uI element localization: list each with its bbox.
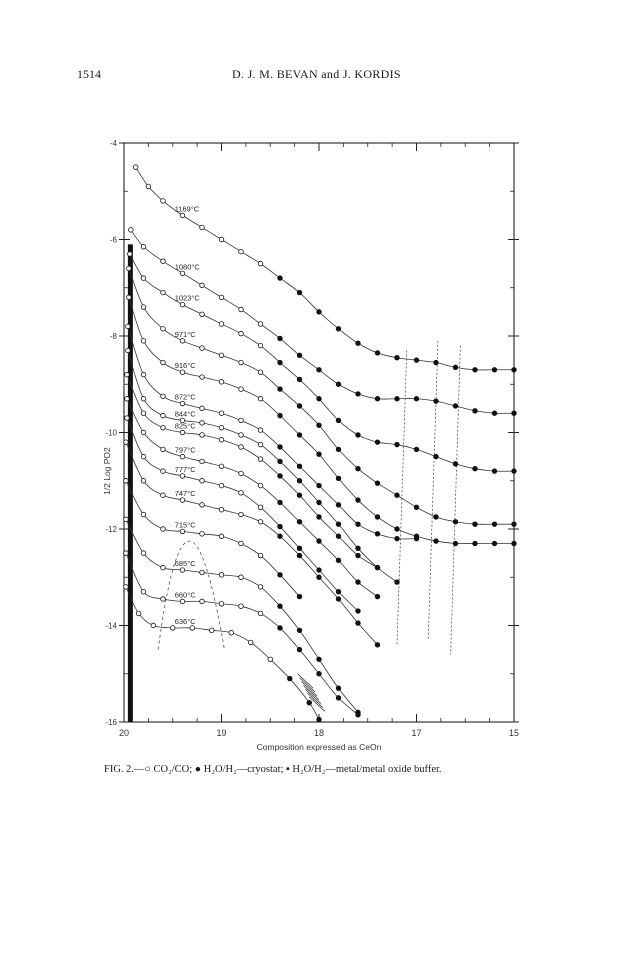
co2-co-point [133,165,138,170]
isotherm-label: 715°C [174,520,196,530]
co2-co-point [239,512,244,517]
co2-co-point [200,346,205,351]
cryostat-point [453,541,458,546]
co2-co-point [248,640,253,645]
co2-co-point [200,478,205,483]
isotherm-curve [128,326,417,539]
cryostat-point [297,493,302,498]
cryostat-point [317,396,322,401]
cryostat-point [297,377,302,382]
co2-co-point [180,430,185,435]
co2-co-point [126,348,131,353]
cryostat-point [395,442,400,447]
chart-guides [158,341,460,712]
co2-co-point [180,370,185,375]
co2-co-point [258,428,263,433]
isotherm-label: 777°C [174,464,196,474]
co2-co-point [180,474,185,479]
cryostat-point [434,360,439,365]
co2-co-point [124,551,129,556]
co2-co-point [200,421,205,426]
co2-co-point [239,307,244,312]
co2-co-point [141,305,146,310]
cryostat-point [434,399,439,404]
co2-co-point [219,507,224,512]
co2-co-point [258,505,263,510]
cryostat-point [336,476,341,481]
x-tick-label: 17 [411,728,422,738]
figure-caption [104,764,442,775]
isotherm-label: 916°C [174,361,196,371]
cryostat-point [297,647,302,652]
cryostat-point [317,575,322,580]
cryostat-point [278,474,283,479]
co2-co-point [229,630,234,635]
co2-co-point [141,478,146,483]
co2-co-point [141,372,146,377]
cryostat-point [434,539,439,544]
co2-co-point [200,570,205,575]
co2-co-point [219,534,224,539]
y-tick-label: -12 [105,525,117,534]
co2-co-point [125,396,130,401]
co2-co-point [124,517,129,522]
cryostat-point [375,532,380,537]
co2-co-point [180,302,185,307]
co2-co-point [161,259,166,264]
cryostat-point [473,367,478,372]
co2-co-point [239,360,244,365]
isotherm-curve [126,587,319,720]
co2-co-point [141,589,146,594]
cryostat-point [512,367,517,372]
cryostat-point [317,539,322,544]
cryostat-point [356,580,361,585]
co2-co-point [258,553,263,558]
co2-co-point [200,433,205,438]
cryostat-point [473,466,478,471]
cryostat-point [356,553,361,558]
co2-co-point [239,418,244,423]
cryostat-point [336,534,341,539]
cryostat-point [307,700,312,705]
cryostat-point [512,522,517,527]
co2-co-point [180,568,185,573]
isotherm-label: 825°C [174,421,196,431]
co2-co-point [161,199,166,204]
cryostat-point [492,522,497,527]
co2-co-point [161,447,166,452]
co2-co-point [219,483,224,488]
co2-co-point [180,271,185,276]
y-tick-label: -6 [109,235,117,245]
co2-co-point [161,469,166,474]
cryostat-point [278,445,283,450]
cryostat-point [336,522,341,527]
cryostat-point [356,392,361,397]
y-tick-label: -16 [105,718,117,727]
cryostat-point [375,594,380,599]
cryostat-point [414,447,419,452]
cryostat-point [297,353,302,358]
cryostat-point [278,626,283,631]
cryostat-point [336,558,341,563]
co2-co-point [219,295,224,300]
co2-co-point [200,459,205,464]
cryostat-point [356,341,361,346]
co2-co-point [141,339,146,344]
co2-co-point [258,483,263,488]
co2-co-point [128,252,133,257]
cryostat-point [278,360,283,365]
hatch-line [309,697,325,711]
co2-co-point [239,541,244,546]
co2-co-point [161,394,166,399]
co2-co-point [180,401,185,406]
cryostat-point [336,382,341,387]
cryostat-point [297,628,302,633]
co2-co-point [190,626,195,631]
cryostat-point [297,464,302,469]
co2-co-point [258,457,263,462]
isotherm-curve [126,519,358,712]
cryostat-point [297,290,302,295]
cryostat-point [336,597,341,602]
x-axis-label: Composition expressed as CeOn [256,742,382,752]
cryostat-point [356,621,361,626]
cryostat-point [278,336,283,341]
cryostat-point [375,565,380,570]
co2-co-point [200,312,205,317]
cryostat-point [356,609,361,614]
cryostat-point [492,469,497,474]
chart-labels [175,204,201,626]
running-head: D. J. M. BEVAN and J. KORDIS [232,67,401,81]
co2-co-point [141,276,146,281]
co2-co-point [161,360,166,365]
y-tick-label: -10 [105,428,117,438]
isotherm-label: 797°C [174,445,196,455]
co2-co-point [258,370,263,375]
chart-curves [126,167,514,719]
isotherm-curve [126,481,300,600]
co2-co-point [180,454,185,459]
co2-co-point [127,295,132,300]
cryostat-point [473,408,478,413]
co2-co-point [129,228,134,233]
cryostat-point [336,418,341,423]
co2-co-point [161,425,166,430]
co2-co-point [170,626,175,631]
cryostat-point [297,594,302,599]
co2-co-point [219,322,224,327]
cryostat-point [356,712,361,717]
x-tick-label: 15 [508,728,520,738]
co2-co-point [258,442,263,447]
co2-co-point [126,324,131,329]
co2-co-point [209,628,214,633]
co2-co-point [239,604,244,609]
cryostat-point [336,589,341,594]
co2-co-point [200,532,205,537]
cryostat-point [278,604,283,609]
cryostat-point [317,500,322,505]
co2-co-point [180,529,185,534]
cryostat-point [375,396,380,401]
cryostat-point [317,423,322,428]
cryostat-point [287,676,292,681]
co2-co-point [239,433,244,438]
co2-co-point [125,416,130,421]
cryostat-point [395,536,400,541]
co2-co-point [219,437,224,442]
co2-co-point [124,585,129,590]
co2-co-point [161,326,166,331]
co2-co-point [219,425,224,430]
cryostat-point [395,396,400,401]
x-tick-label: 20 [118,728,130,738]
x-tick-label: 18 [313,728,325,738]
co2-co-point [125,372,130,377]
co2-co-point [258,519,263,524]
cryostat-point [492,541,497,546]
co2-co-point [141,430,146,435]
co2-co-point [219,601,224,606]
cryostat-point [317,671,322,676]
co2-co-point [219,573,224,578]
co2-co-point [161,527,166,532]
co2-co-point [258,261,263,266]
co2-co-point [141,396,146,401]
y-tick-label: -4 [109,139,117,148]
cryostat-point [356,498,361,503]
cryostat-point [414,536,419,541]
co2-co-point [200,599,205,604]
co2-co-point [200,283,205,288]
cryostat-point [317,657,322,662]
cryostat-point [375,351,380,356]
cryostat-point [473,541,478,546]
cryostat-point [395,355,400,360]
cryostat-point [278,573,283,578]
cryostat-point [512,469,517,474]
cryostat-point [414,396,419,401]
cryostat-point [473,522,478,527]
cryostat-point [317,568,322,573]
cryostat-point [317,515,322,520]
co2-co-point [161,597,166,602]
cryostat-point [297,404,302,409]
co2-co-point [219,353,224,358]
isotherm-label: 636°C [174,616,196,626]
co2-co-point [146,184,151,189]
cryostat-point [336,447,341,452]
co2-co-point [141,244,146,249]
co2-co-point [200,375,205,380]
cryostat-point [356,522,361,527]
cryostat-point [297,546,302,551]
isotherm-label: 660°C [174,590,196,600]
co2-co-point [141,512,146,517]
cryostat-point [297,553,302,558]
co2-co-point [258,396,263,401]
cryostat-point [297,519,302,524]
stoichiometric-band [128,244,133,722]
cryostat-point [395,527,400,532]
isotherm-label: 1080°C [174,262,200,272]
cryostat-point [317,483,322,488]
cryostat-point [375,515,380,520]
y-tick-label: -14 [105,621,117,631]
co2-co-point [180,599,185,604]
co2-co-point [180,498,185,503]
co2-co-point [200,406,205,411]
co2-co-point [180,213,185,218]
phase-boundary-line [428,341,438,640]
cryostat-point [512,411,517,416]
cryostat-point [278,387,283,392]
cryostat-point [336,503,341,508]
co2-co-point [180,339,185,344]
caption-label: FIG. 2. [104,764,135,775]
hatch-line [300,678,316,692]
co2-co-point [258,611,263,616]
co2-co-point [124,478,129,483]
co2-co-point [151,623,156,628]
co2-co-point [258,585,263,590]
co2-co-point [239,387,244,392]
cryostat-point [512,541,517,546]
co2-co-point [239,575,244,580]
co2-co-point [219,411,224,416]
co2-co-point [258,322,263,327]
x-tick-label: 19 [216,728,227,738]
co2-co-point [239,249,244,254]
co2-co-point [141,454,146,459]
y-tick-label: -8 [109,332,117,341]
co2-co-point [239,445,244,450]
cryostat-point [492,411,497,416]
co2-co-point [161,413,166,418]
cryostat-point [375,440,380,445]
cryostat-point [278,500,283,505]
cryostat-point [395,493,400,498]
isotherm-label: 1023°C [174,293,200,303]
phase-boundary-line [397,350,407,644]
cryostat-point [395,580,400,585]
cryostat-point [278,459,283,464]
co2-co-point [127,266,132,271]
cryostat-point [375,643,380,648]
caption-text: —○ CO₂/CO; ● H₂O/H₂—cryostat; ▪ H₂O/H₂—metal/metal oxide buffer. [134,764,442,775]
cryostat-point [414,358,419,363]
cryostat-point [434,454,439,459]
cryostat-point [336,686,341,691]
co2-co-point [161,565,166,570]
cryostat-point [317,310,322,315]
co2-co-point [219,237,224,242]
co2-co-point [258,343,263,348]
isotherm-label: 747°C [174,489,196,499]
y-axis-label: 1/2 Log PO2 [102,447,112,495]
cryostat-point [453,462,458,467]
cryostat-point [317,367,322,372]
co2-co-point [141,411,146,416]
cryostat-point [278,524,283,529]
cryostat-point [414,505,419,510]
co2-co-point [239,471,244,476]
cryostat-point [492,367,497,372]
cryostat-point [297,478,302,483]
isotherm-label: 1169°C [174,204,200,214]
cryostat-point [317,717,322,722]
cryostat-point [453,519,458,524]
co2-co-point [124,440,129,445]
cryostat-point [278,276,283,281]
cryostat-point [375,481,380,486]
co2-co-point [219,380,224,385]
cryostat-point [453,365,458,370]
cryostat-point [297,433,302,438]
co2-co-point [200,225,205,230]
hatch-line [301,681,317,695]
cryostat-point [278,413,283,418]
isotherm-curve [131,230,514,414]
isotherm-label: 872°C [174,392,196,402]
cryostat-point [336,696,341,701]
cryostat-point [434,515,439,520]
cryostat-point [278,534,283,539]
phase-boundary-line [451,346,461,655]
isotherm-label: 685°C [174,559,196,569]
isotherm-label: 971°C [174,329,196,339]
co2-co-point [200,503,205,508]
page-number: 1514 [77,67,101,81]
co2-co-point [239,331,244,336]
co2-co-point [161,290,166,295]
co2-co-point [161,493,166,498]
co2-co-point [136,611,141,616]
co2-co-point [219,464,224,469]
isotherm-label: 844°C [174,409,196,419]
co2-co-point [141,551,146,556]
co2-co-point [239,491,244,496]
cryostat-point [356,466,361,471]
cryostat-point [336,326,341,331]
cryostat-point [356,546,361,551]
cryostat-point [317,452,322,457]
cryostat-point [453,404,458,409]
co2-co-point [268,657,273,662]
hatch-line [298,674,314,688]
cryostat-point [356,433,361,438]
